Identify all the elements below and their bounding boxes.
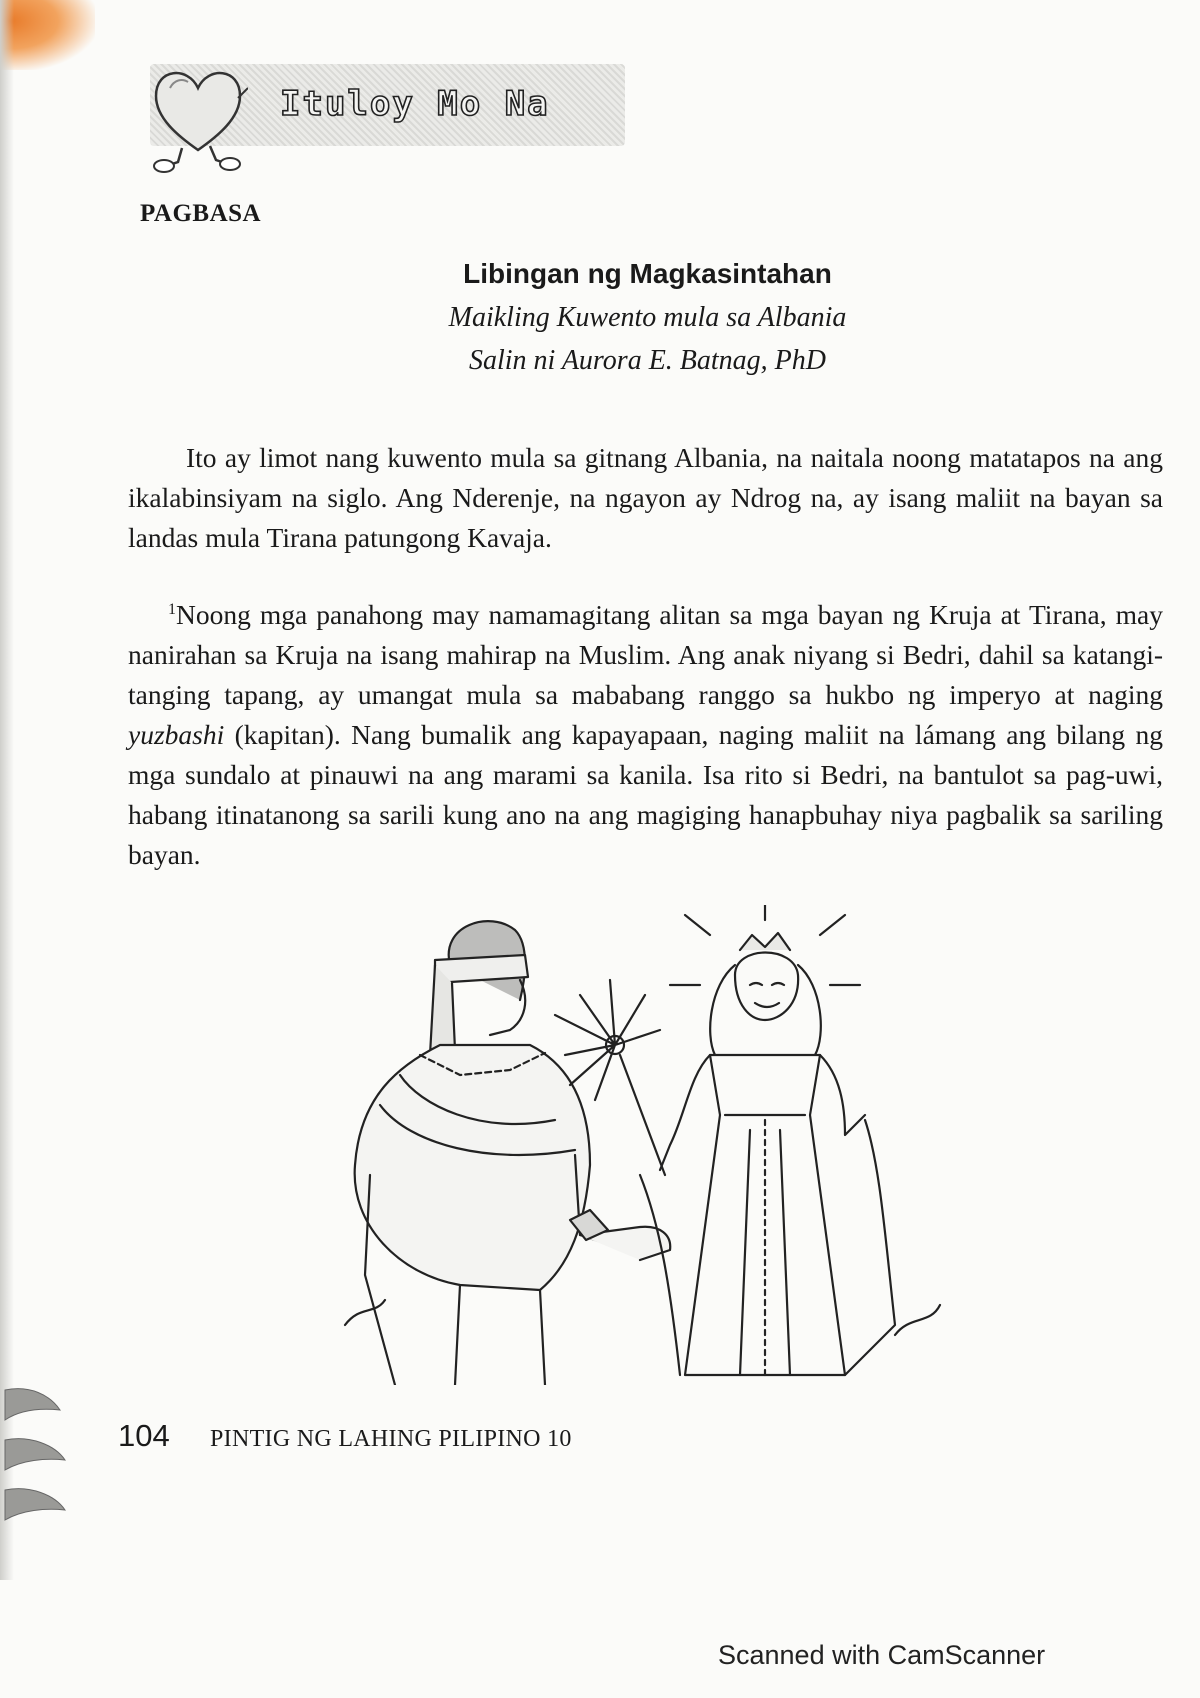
page-corner-decoration: [0, 0, 95, 70]
paragraph-one-text-end: (kapitan). Nang bumalik ang kapayapaan, naging maliit na lámang ang bilang ng mga sundalo at pinauwi na ang marami sa kanila. Isa rito si Bedri, na bantulot sa pag-uwi, habang itinatanong sa sarili kung ano na ang magiging hanapbuhay niya pagbalik sa sariling bayan.: [128, 718, 1163, 870]
paragraph-one: [128, 590, 1163, 875]
page-left-edge-shadow: [0, 0, 14, 1580]
story-title: Libingan ng Magkasintahan: [463, 258, 832, 289]
page-number: 104: [118, 1418, 170, 1453]
yuzbashi-term: yuzbashi: [128, 718, 225, 750]
scan-watermark: Scanned with CamScanner: [718, 1640, 1046, 1670]
heart-mascot-icon: [148, 58, 248, 176]
margin-leaf-decoration: [0, 1380, 80, 1540]
warrior-and-fairy-queen-illustration: [340, 905, 965, 1385]
paragraph-intro: Ito ay limot nang kuwento mula sa gitnang Albania, na naitala noong matatapos na ang ikalabinsiyam na siglo. Ang Nderenje, na ngayon ay Ndrog na, ay isang maliit na bayan sa landas mula Tirana patungong Kavaja.: [128, 441, 1163, 553]
section-label: Ituloy Mo Na: [280, 84, 550, 124]
book-title-footer: PINTIG NG LAHING PILIPINO 10: [210, 1426, 572, 1452]
paragraph-one-text-start: Noong mga panahong may namamagitang alitan sa mga bayan ng Kruja at Tirana, may nanirahan sa Kruja na isang mahirap na Muslim. Ang anak niyang si Bedri, dahil sa katangi-tanging tapang, ay umangat mula sa mababang ranggo sa hukbo ng imperyo at naging: [128, 598, 1163, 710]
paragraph-number-marker: 1: [168, 600, 176, 618]
translator-credit: Salin ni Aurora E. Batnag, PhD: [469, 345, 826, 376]
reading-label: PAGBASA: [140, 200, 262, 227]
story-subtitle: Maikling Kuwento mula sa Albania: [448, 302, 847, 333]
